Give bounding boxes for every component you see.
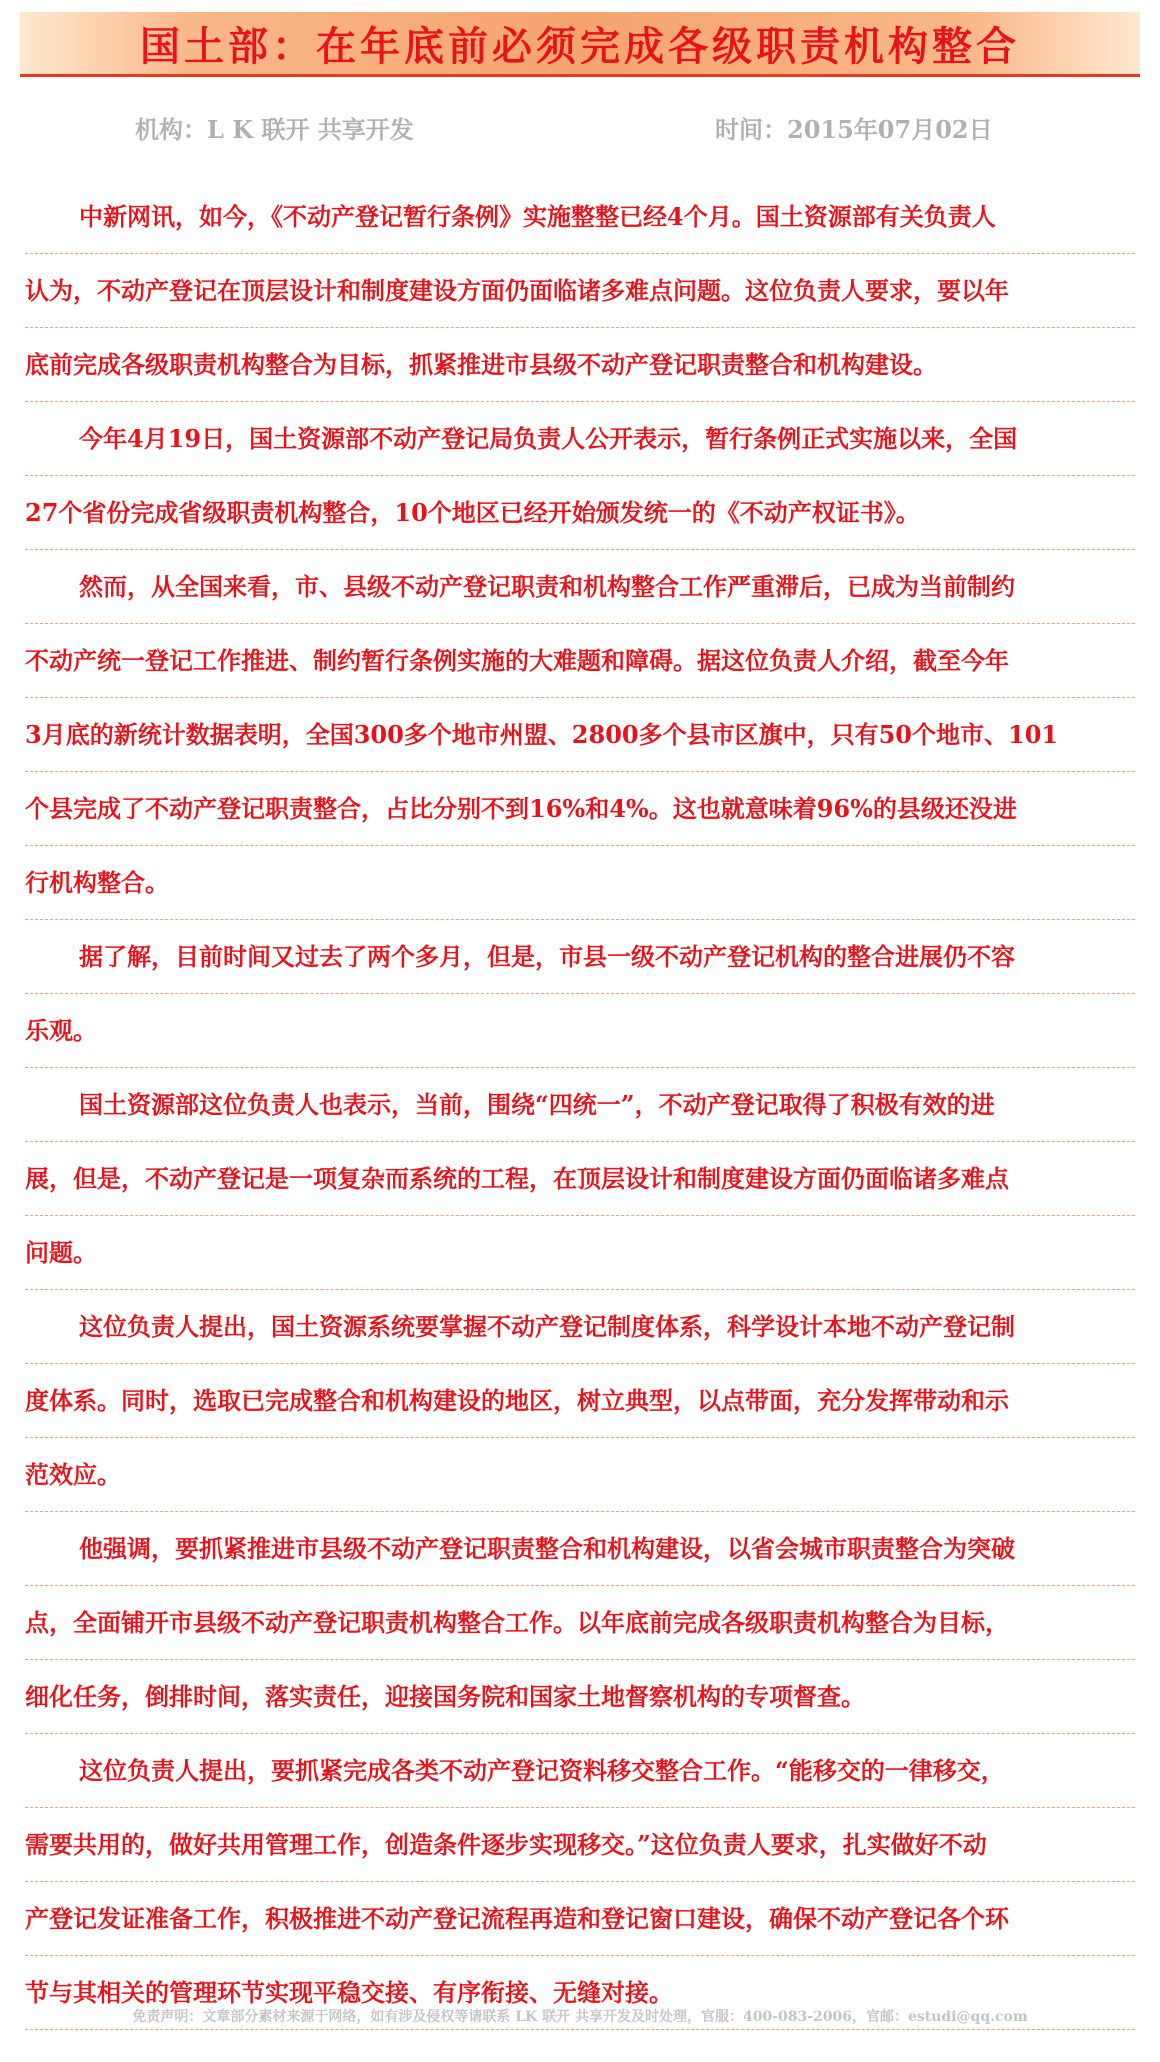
source-label: 机构：L K 联开 共享开发 — [135, 115, 414, 144]
article-paragraph — [25, 1068, 1135, 1290]
article-line: 展，但是，不动产登记是一项复杂而系统的工程，在顶层设计和制度建设方面仍面临诸多难点 — [25, 1142, 1135, 1216]
article-line: 然而，从全国来看，市、县级不动产登记职责和机构整合工作严重滞后，已成为当前制约 — [25, 550, 1135, 624]
article-line: 产登记发证准备工作，积极推进不动产登记流程再造和登记窗口建设，确保不动产登记各个环 — [25, 1882, 1135, 1956]
meta-row — [0, 110, 1160, 150]
article-paragraph — [25, 180, 1135, 402]
article-line: 乐观。 — [25, 994, 1135, 1068]
footer-disclaimer: 免责声明：文章部分素材来源于网络，如有涉及侵权等请联系 LK 联开 共享开发及时处理，官服：400-083-2006，官邮：estudi@qq.com — [132, 2009, 1028, 2025]
article-body — [25, 180, 1135, 2030]
article-line: 不动产统一登记工作推进、制约暂行条例实施的大难题和障碍。据这位负责人介绍，截至今年 — [25, 624, 1135, 698]
article-paragraph — [25, 1734, 1135, 2030]
article-paragraph — [25, 920, 1135, 1068]
article-line: 他强调，要抓紧推进市县级不动产登记职责整合和机构建设，以省会城市职责整合为突破 — [25, 1512, 1135, 1586]
article-paragraph — [25, 402, 1135, 550]
article-line: 这位负责人提出，国土资源系统要掌握不动产登记制度体系，科学设计本地不动产登记制 — [25, 1290, 1135, 1364]
article-paragraph — [25, 1512, 1135, 1734]
article-line: 据了解，目前时间又过去了两个多月，但是，市县一级不动产登记机构的整合进展仍不容 — [25, 920, 1135, 994]
article-line: 底前完成各级职责机构整合为目标，抓紧推进市县级不动产登记职责整合和机构建设。 — [25, 328, 1135, 402]
article-line: 国土资源部这位负责人也表示，当前，围绕“四统一”，不动产登记取得了积极有效的进 — [25, 1068, 1135, 1142]
article-line: 度体系。同时，选取已完成整合和机构建设的地区，树立典型，以点带面，充分发挥带动和示 — [25, 1364, 1135, 1438]
title-banner — [20, 12, 1140, 77]
article-line: 27个省份完成省级职责机构整合，10个地区已经开始颁发统一的《不动产权证书》。 — [25, 476, 1135, 550]
article-paragraph — [25, 550, 1135, 920]
article-line: 3月底的新统计数据表明，全国300多个地市州盟、2800多个县市区旗中，只有50个地市、101 — [25, 698, 1135, 772]
page-title: 国土部：在年底前必须完成各级职责机构整合 — [140, 22, 1020, 70]
article-line: 个县完成了不动产登记职责整合，占比分别不到16%和4%。这也就意味着96%的县级还没进 — [25, 772, 1135, 846]
article-line: 点，全面铺开市县级不动产登记职责机构整合工作。以年底前完成各级职责机构整合为目标， — [25, 1586, 1135, 1660]
article-line: 节与其相关的管理环节实现平稳交接、有序衔接、无缝对接。 — [25, 1956, 1135, 2030]
article-paragraph — [25, 1290, 1135, 1512]
article-line: 问题。 — [25, 1216, 1135, 1290]
article-line: 需要共用的，做好共用管理工作，创造条件逐步实现移交。”这位负责人要求，扎实做好不动 — [25, 1808, 1135, 1882]
article-line: 细化任务，倒排时间，落实责任，迎接国务院和国家土地督察机构的专项督查。 — [25, 1660, 1135, 1734]
article-line: 行机构整合。 — [25, 846, 1135, 920]
date-label: 时间：2015年07月02日 — [715, 115, 993, 144]
article-line: 范效应。 — [25, 1438, 1135, 1512]
article-line: 这位负责人提出，要抓紧完成各类不动产登记资料移交整合工作。“能移交的一律移交， — [25, 1734, 1135, 1808]
article-line: 今年4月19日，国土资源部不动产登记局负责人公开表示，暂行条例正式实施以来，全国 — [25, 402, 1135, 476]
article-line: 中新网讯，如今，《不动产登记暂行条例》实施整整已经4个月。国土资源部有关负责人 — [25, 180, 1135, 254]
article-line: 认为，不动产登记在顶层设计和制度建设方面仍面临诸多难点问题。这位负责人要求，要以年 — [25, 254, 1135, 328]
